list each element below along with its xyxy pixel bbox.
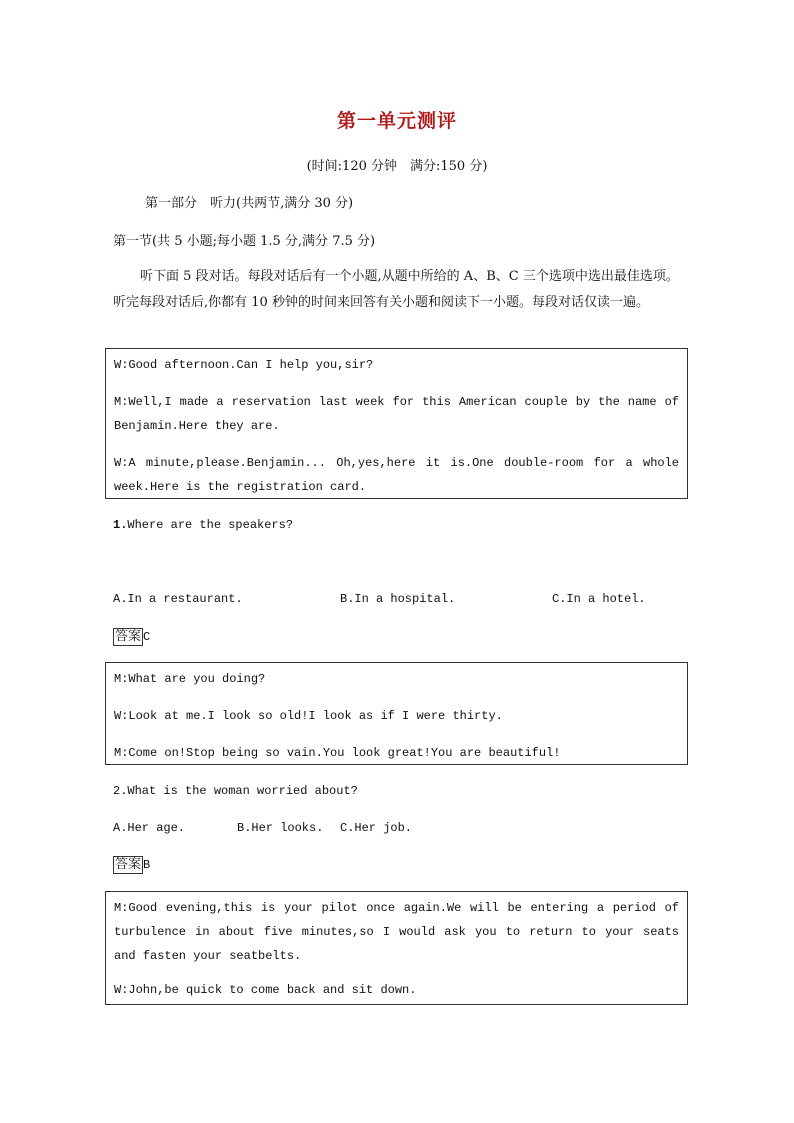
answer-value: C — [143, 630, 151, 644]
dialog-line: W:Look at me.I look so old!I look as if I were thirty. — [114, 709, 503, 723]
question-text: What is the woman worried about? — [127, 784, 358, 798]
page-title: 第一单元测评 — [336, 110, 457, 132]
question-2 — [113, 784, 358, 798]
option-a: A.Her age. — [113, 821, 186, 835]
option-c: C.Her job. — [340, 821, 413, 835]
answer-1 — [113, 628, 150, 646]
option-c: C.In a hotel. — [552, 592, 646, 606]
dialog-line: W:Good afternoon.Can I help you,sir? — [114, 358, 374, 372]
answer-tag: 答案 — [115, 857, 142, 872]
option-b: B.Her looks. — [237, 821, 324, 835]
dialog-line: M:Good evening,this is your pilot once again.We will be entering a period of turbulence in about five minutes,so I would ask you to return to your seats and fasten your seatbelts. — [114, 901, 679, 963]
dialog-box-3 — [105, 891, 688, 1005]
answer-tag: 答案 — [115, 629, 142, 644]
section-heading: 第一节(共 5 小题;每小题 1.5 分,满分 7.5 分) — [113, 234, 376, 249]
answer-2 — [113, 856, 150, 874]
dialog-line: M:What are you doing? — [114, 672, 266, 686]
instructions: 听下面 5 段对话。每段对话后有一个小题,从题中所给的 A、B、C 三个选项中选出最佳选项。听完每段对话后,你都有 10 秒钟的时间来回答有关小题和阅读下一小题。每段对话仅读一遍。 — [113, 269, 679, 310]
answer-value: B — [143, 858, 151, 872]
question-number: 1. — [113, 518, 128, 532]
dialog-line: M:Well,I made a reservation last week for this American couple by the name of Benjamin.Here they are. — [114, 395, 679, 433]
question-number: 2. — [113, 784, 128, 798]
dialog-line: M:Come on!Stop being so vain.You look great!You are beautiful! — [114, 746, 561, 760]
option-b: B.In a hospital. — [340, 592, 456, 606]
dialog-line: W:John,be quick to come back and sit down. — [114, 983, 417, 997]
dialog-box-2 — [105, 662, 688, 765]
question-1 — [113, 518, 293, 532]
option-a: A.In a restaurant. — [113, 592, 243, 606]
exam-meta: (时间:120 分钟 满分:150 分) — [306, 159, 488, 174]
question-text: Where are the speakers? — [127, 518, 294, 532]
part-heading: 第一部分 听力(共两节,满分 30 分) — [145, 196, 354, 211]
dialog-line: W:A minute,please.Benjamin... Oh,yes,here it is.One double-room for a whole week.Here is the registration card. — [114, 456, 679, 494]
dialog-box-1 — [105, 348, 688, 499]
